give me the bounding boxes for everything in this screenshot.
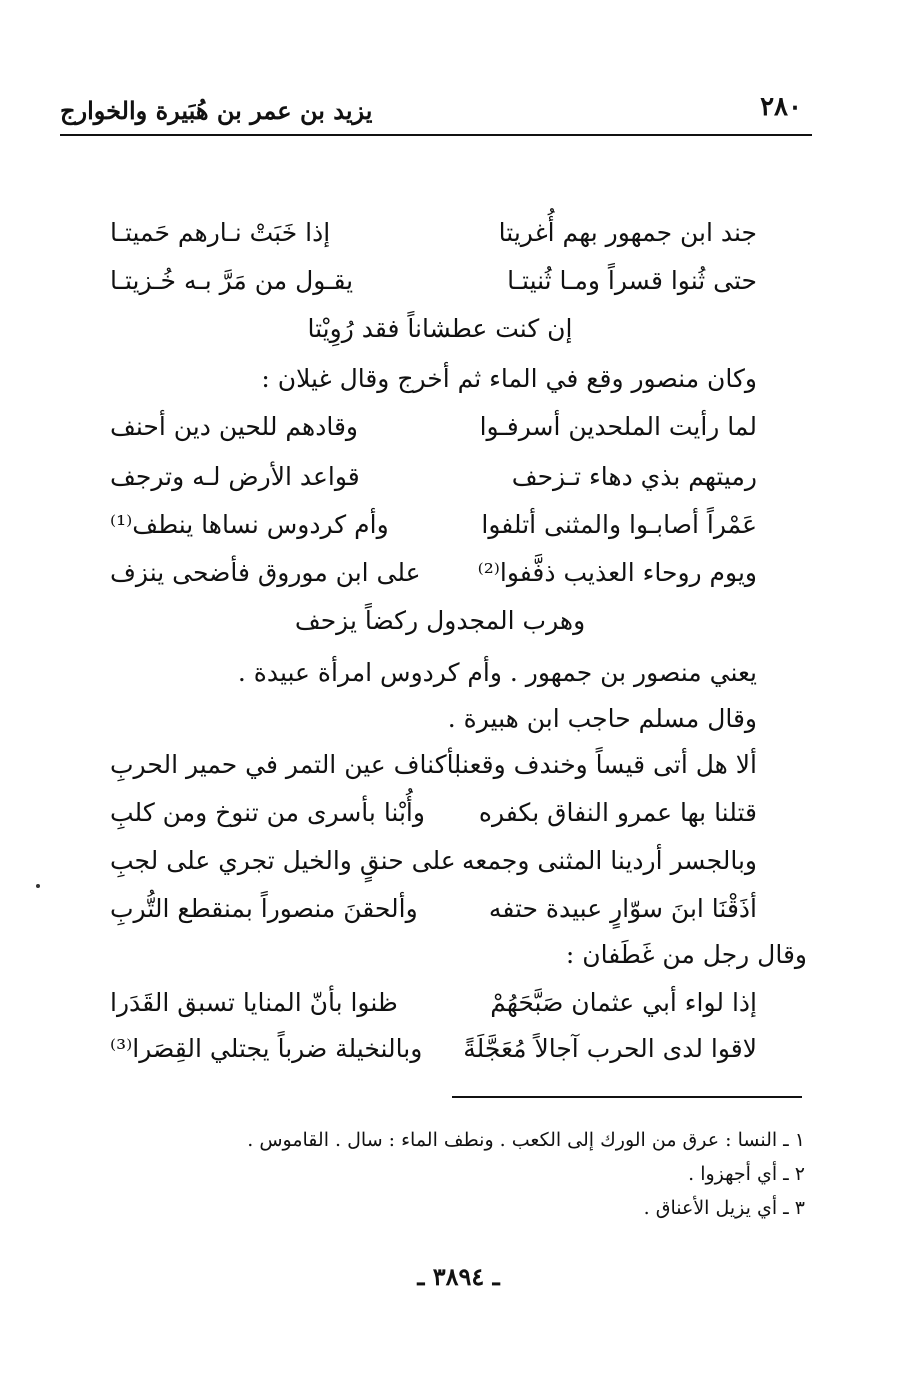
prose-line: وكان منصور وقع في الماء ثم أخرج وقال غيلان : [261, 364, 757, 393]
verse-hemistich-right: قتلنا بها عمرو النفاق بكفره [478, 798, 757, 827]
verse-hemistich-right: عَمْراً أصابـوا والمثنى أتلفوا [481, 510, 757, 539]
verse-hemistich-right: أذَقْنَا ابنَ سوّارٍ عبيدة حتفه [488, 894, 757, 923]
footnote: ٢ ـ أي أجهزوا . [688, 1163, 805, 1185]
verse-hemistich-right: إذا لواء أبي عثمان صَبَّحَهُمْ [490, 988, 757, 1017]
prose-line: وقال رجل من غَطَفان : [565, 940, 807, 969]
verse-hemistich-left: إذا خَبَتْ نـارهم حَميتـا [110, 218, 331, 247]
verse-hemistich-left: يقـول من مَرَّ بـه خُـزيتـا [110, 266, 354, 295]
page-number: ٢٨٠ [760, 92, 802, 122]
verse-hemistich-right: جند ابن جمهور بهم أُغريتا [498, 218, 757, 247]
verse-hemistich-left: وقادهم للحين دين أحنف [110, 412, 358, 441]
verse-hemistich-left: ظنوا بأنّ المنايا تسبق القَدَرا [110, 988, 398, 1017]
verse-hemistich-right: وبالجسر أردينا المثنى وجمعه [462, 846, 757, 875]
verse-hemistich-left: وأُبْنا بأسرى من تنوخ ومن كلبِ [110, 798, 425, 827]
running-title: يزيد بن عمر بن هُبَيرة والخوارج [60, 96, 373, 125]
verse-hemistich-left: وأم كردوس نساها ينطف⁽¹⁾ [110, 510, 389, 539]
verse-hemistich-right: ويوم روحاء العذيب ذفَّفوا⁽²⁾ [477, 558, 757, 587]
verse-hemistich-right: لما رأيت الملحدين أسرفـوا [479, 412, 757, 441]
verse-hemistich-left: على حنقٍ والخيل تجري على لجبِ [110, 846, 456, 875]
footnote-separator [452, 1096, 802, 1098]
stray-mark [36, 884, 40, 888]
verse-hemistich-left: وألحقنَ منصوراً بمنقطع التُّربِ [110, 894, 418, 923]
prose-line: وقال مسلم حاجب ابن هبيرة . [447, 704, 757, 733]
footnote: ١ ـ النسا : عرق من الورك إلى الكعب . ونطف الماء : سال . القاموس . [247, 1129, 805, 1151]
verse-hemistich-left: على ابن موروق فأضحى ينزف [110, 558, 421, 587]
verse-centered-line: وهرب المجدول ركضاً يزحف [294, 606, 586, 635]
page-header [60, 84, 812, 136]
prose-line: يعني منصور بن جمهور . وأم كردوس امرأة عبيدة . [237, 658, 757, 687]
verse-hemistich-right: ألا هل أتى قيساً وخندف وقعنا [454, 750, 757, 779]
verse-centered-line: إن كنت عطشاناً فقد رُوِيْتا [307, 314, 573, 343]
verse-hemistich-left: وبالنخيلة ضرباً يجتلي القِصَرا⁽³⁾ [110, 1034, 423, 1063]
verse-hemistich-right: رميتهم بذي دهاء تـزحف [511, 462, 757, 491]
verse-hemistich-left: بأكناف عين التمر في حمير الحربِ [110, 750, 462, 779]
verse-hemistich-left: قواعد الأرض لـه وترجف [110, 462, 360, 491]
footnote: ٣ ـ أي يزيل الأعناق . [643, 1197, 805, 1219]
folio-number: ـ ٣٨٩٤ ـ [417, 1262, 500, 1291]
verse-hemistich-right: لاقوا لدى الحرب آجالاً مُعَجَّلَةً [463, 1034, 757, 1063]
verse-hemistich-right: حتى ثُنوا قسراً ومـا ثُنيتـا [507, 266, 757, 295]
